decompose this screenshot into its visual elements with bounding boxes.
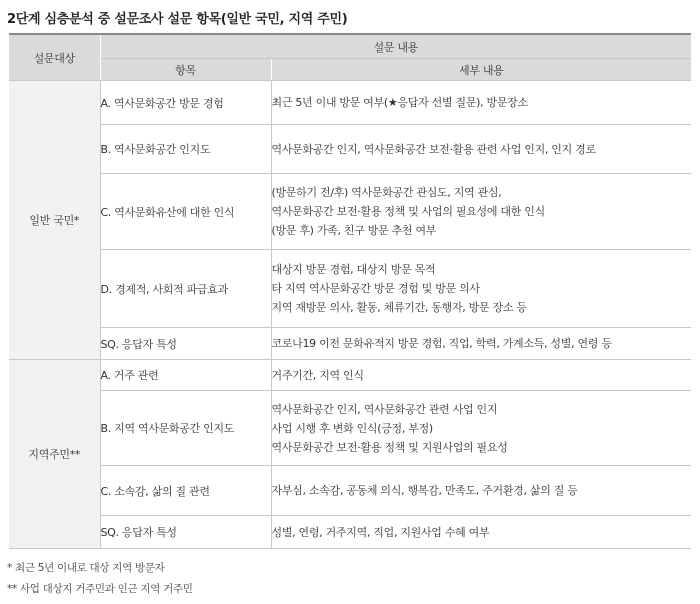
row-detail	[271, 516, 691, 549]
footnotes	[7, 558, 193, 600]
table-row	[9, 466, 691, 516]
row-detail	[271, 328, 691, 360]
row-detail	[271, 174, 691, 250]
header-target: 설문대상	[9, 34, 100, 81]
table-row	[9, 360, 691, 391]
row-item: C. 역사문화유산에 대한 인식	[100, 174, 271, 250]
detail-line: (방문하기 전/후) 역사문화공간 관심도, 지역 관심,	[271, 186, 502, 199]
detail-line: 역사문화공간 보전·활용 정책 및 지원사업의 필요성	[271, 440, 508, 454]
row-item: A. 역사문화공간 방문 경험	[100, 81, 271, 125]
page-title: 2단계 심층분석 중 설문조사 설문 항목(일반 국민, 지역 주민)	[7, 12, 348, 27]
detail-line: 지역 재방문 의사, 활동, 체류기간, 동행자, 방문 장소 등	[271, 301, 527, 314]
row-item: D. 경제적, 사회적 파급효과	[100, 250, 271, 328]
detail-line: 자부심, 소속감, 공동체 의식, 행복감, 만족도, 주거환경, 삶의 질 등	[271, 484, 578, 497]
table-row	[9, 250, 691, 328]
row-detail	[271, 81, 691, 125]
detail-line: (방문 후) 가족, 친구 방문 추천 여부	[271, 224, 437, 237]
row-detail	[271, 466, 691, 516]
table-row	[9, 174, 691, 250]
header-detail: 세부 내용	[271, 59, 691, 81]
footnote: * 최근 5년 이내로 대상 지역 방문자	[7, 562, 165, 574]
table-row	[9, 125, 691, 174]
table-row	[9, 81, 691, 125]
table-row	[9, 391, 691, 466]
detail-line: 타 지역 역사문화공간 방문 경험 및 방문 의사	[271, 282, 480, 295]
detail-line: 역사문화공간 인지, 역사문화공간 보전·활용 관련 사업 인지, 인지 경로	[271, 142, 596, 156]
table-row	[9, 328, 691, 360]
row-detail	[271, 250, 691, 328]
row-item: C. 소속감, 삶의 질 관련	[100, 466, 271, 516]
table-row	[9, 516, 691, 549]
detail-line: 사업 시행 후 변화 인식(긍정, 부정)	[271, 421, 433, 435]
row-detail	[271, 360, 691, 391]
detail-line: 최근 5년 이내 방문 여부(★응답자 선별 질문), 방문장소	[271, 96, 528, 109]
header-item: 항목	[100, 59, 271, 81]
detail-line: 대상지 방문 경험, 대상지 방문 목적	[271, 263, 436, 276]
row-item: B. 역사문화공간 인지도	[100, 125, 271, 174]
row-detail	[271, 125, 691, 174]
group-label-local-residents: 지역주민**	[9, 360, 100, 549]
detail-line: 역사문화공간 보전·활용 정책 및 사업의 필요성에 대한 인식	[271, 205, 545, 218]
group-label-general-public: 일반 국민*	[9, 81, 100, 360]
detail-line: 성별, 연령, 거주지역, 직업, 지원사업 수혜 여부	[271, 525, 490, 539]
footnote: ** 사업 대상지 거주민과 인근 지역 거주민	[7, 583, 193, 595]
row-detail	[271, 391, 691, 466]
header-content: 설문 내용	[100, 34, 691, 59]
row-item: SQ. 응답자 특성	[100, 328, 271, 360]
detail-line: 코로나19 이전 문화유적지 방문 경험, 직업, 학력, 가계소득, 성별, 연령 등	[271, 337, 612, 350]
detail-line: 거주기간, 지역 인식	[271, 368, 364, 382]
survey-items-table	[9, 33, 691, 549]
row-item: A. 거주 관련	[100, 360, 271, 391]
row-item: SQ. 응답자 특성	[100, 516, 271, 549]
row-item: B. 지역 역사문화공간 인지도	[100, 391, 271, 466]
detail-line: 역사문화공간 인지, 역사문화공간 관련 사업 인지	[271, 402, 498, 416]
